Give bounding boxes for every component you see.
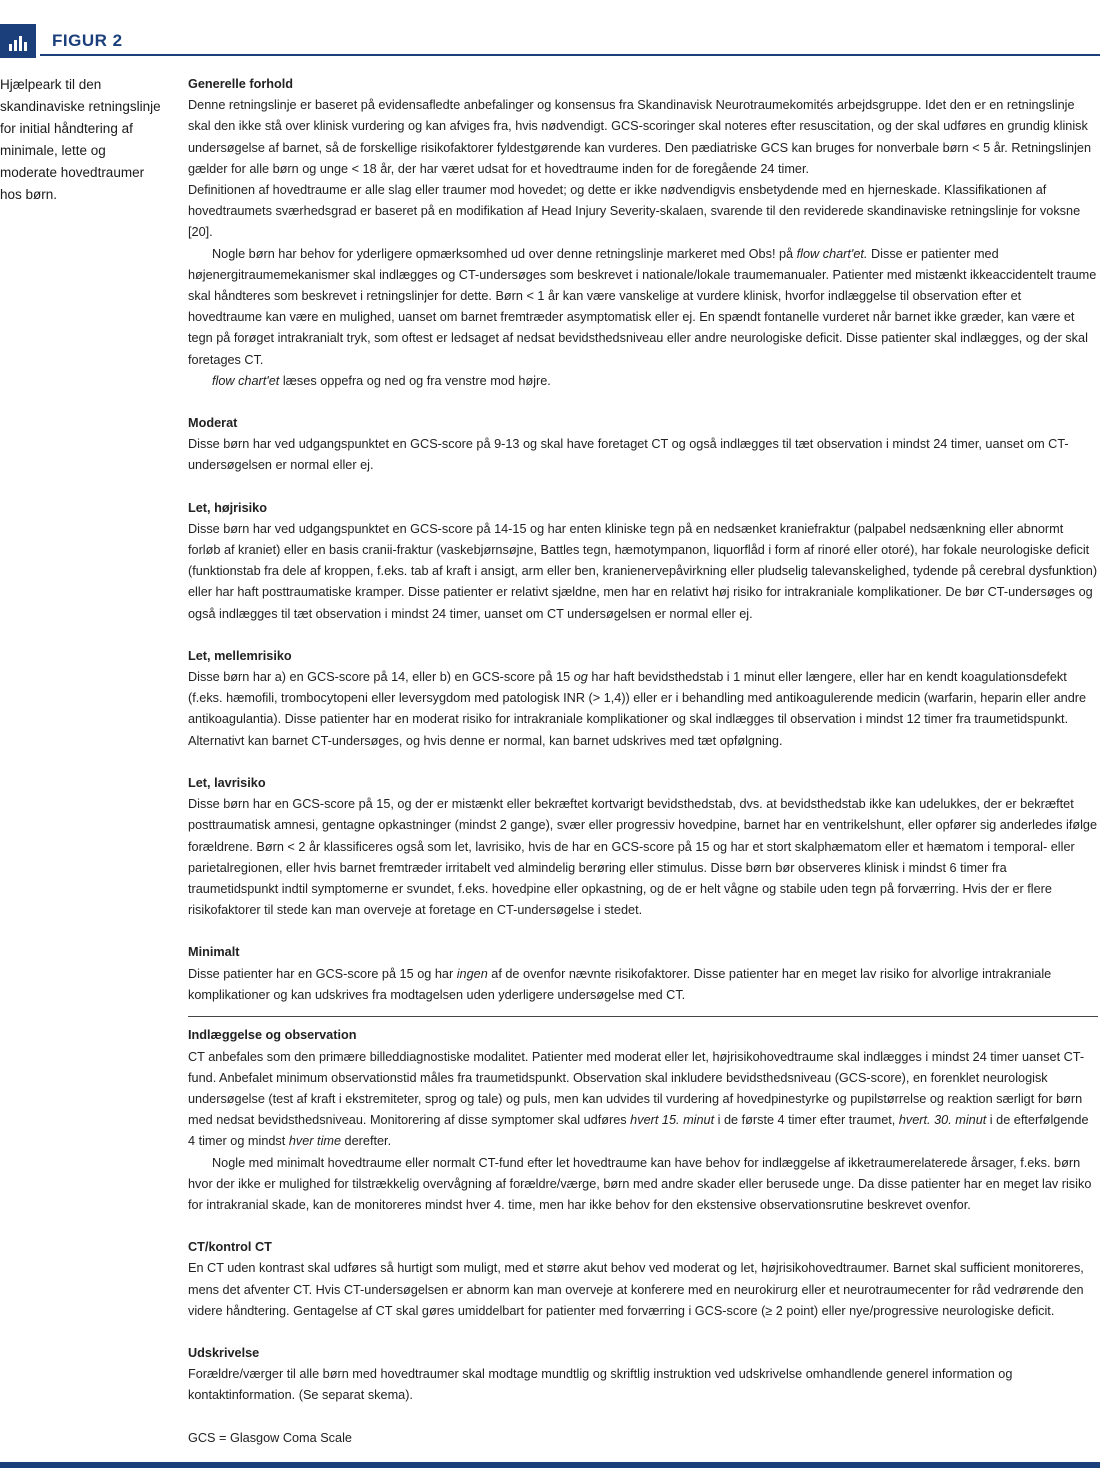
paragraph bbox=[188, 1047, 1098, 1153]
paragraph: Nogle med minimalt hovedtraume eller normalt CT-fund efter let hovedtraume kan have behov for indlæggelse af ikketraumerelaterede årsager, f.eks. børn hvor der ikke er mulighed for tilstrækkelig overvågning af forældre/værge, børn med andre skader eller berusede unge. Da disse patienter har en meget lav risiko for intrakranial skade, kan de monitoreres mindst hver 4. time, men har ikke behov for den ekstensive observationsrutine beskrevet ovenfor. bbox=[188, 1155, 1092, 1213]
text-run: Disse patienter har en GCS-score på 15 og har bbox=[188, 966, 457, 981]
text-run: CT anbefales som den primære billeddiagnostiske modalitet. Patienter med moderat eller let, højrisikohovedtraume skal indlægges i mindst 24 timer uanset CT-fund. Anbefalet minimum observationstid måles fra traumetidspunkt. Observation skal inkludere bevidsthedsniveau (GCS-score), en forenklet neurologisk undersøgelse (test af kraft i ekstremiteter, sprog og tale) og puls, men kan udvides til vurdering af hovedpinestyrke og pupilstørrelse og reaktion særligt for børn med nedsat bevidsthedsniveau. Monitorering af disse symptomer skal udføres bbox=[188, 1049, 1085, 1128]
emphasis: hvert. 30. minut bbox=[898, 1113, 987, 1128]
section-general bbox=[188, 74, 1098, 392]
paragraph: Disse børn har en GCS-score på 15, og der er mistænkt eller bekræftet kortvarigt bevidsthedstab, dvs. at bevidsthedstab ikke kan udelukkes, der er bekræftet posttraumatisk amnesi, gentagne opkastninger (mindst 2 gange), svær eller progressiv hovedpine, barnet har en ventrikelshunt, eller opfører sig anderledes ifølge forældrene. Børn < 2 år klassificeres også som let, lavrisiko, hvis de har en GCS-score på 15 og har et stort skalphæmatom eller et hæmatom i temporal- eller parietalregionen, eller hvis barnet fremtræder irritabelt ved almindelig berøring eller stimulus. Disse børn bør observeres klinisk i mindst 6 timer fra traumetidspunkt indtil symptomerne er svundet, f.eks. hovedpine eller opkastning, og de er helt vågne og stabile uden tegn på forværring. Hvis der er flere risikofaktorer til stede kan man overveje at foretage en CT-undersøgelse i stedet. bbox=[188, 797, 1098, 918]
bottom-rule bbox=[0, 1462, 1100, 1468]
header-rule bbox=[40, 54, 1100, 56]
section-title: Udskrivelse bbox=[188, 1346, 260, 1361]
paragraph: Definitionen af hovedtraume er alle slag eller traumer mod hovedet; og dette er ikke nødvendigvis ensbetydende med en hjerneskade. Klassifikationen af hovedtraumets sværhedsgrad er baseret på en modifikation af Head Injury Severity-skalaen, svarende til den reviderede skandinaviske retningslinje for voksne [20]. bbox=[188, 183, 1081, 240]
section-title: Let, mellemrisiko bbox=[188, 648, 292, 663]
figure-header bbox=[0, 24, 1100, 58]
paragraph bbox=[188, 964, 1098, 1006]
paragraph: Disse børn har ved udgangspunktet en GCS-score på 14-15 og har enten kliniske tegn på en nedsænket kraniefraktur (palpabel nedsænkning eller abnormt forløb af kraniet) eller en basis cranii-fraktur (vaskebjørnsøjne, Battles tegn, hæmotympanon, liquorflåd i form af rinoré eller otoré), har fokale neurologiske deficit (funktionstab fra dele af kroppen, f.eks. tab af kraft i ansigt, arm eller ben, kranienervepåvirkning eller pludselig talevanskelighed, tydende på cerebral dysfunktion) eller har haft posttraumatiske kramper. Disse patienter er relativt sjældne, men har en relativt høj risiko for intrakraniale komplikationer. De bør CT-undersøges og også indlægges til tæt observation i mindst 24 timer, uanset om CT undersøgelsen er normal eller ej. bbox=[188, 521, 1098, 621]
section-admission bbox=[188, 1025, 1098, 1216]
section-title: Minimalt bbox=[188, 945, 240, 960]
paragraph: Disse børn har ved udgangspunktet en GCS-score på 9-13 og skal have foretaget CT og også indlægges til tæt observation i mindst 24 timer, uanset om CT-undersøgelsen er normal eller ej. bbox=[188, 437, 1069, 473]
text-run: i de første 4 timer efter traumet, bbox=[714, 1113, 899, 1128]
figure-label: FIGUR 2 bbox=[52, 31, 123, 50]
section-divider bbox=[188, 1016, 1098, 1018]
figure-caption: Hjælpeark til den skandinaviske retningslinje for initial håndtering af minimale, lette og moderate hovedtraumer hos børn. bbox=[0, 77, 161, 202]
section-mild-low-risk bbox=[188, 773, 1098, 921]
section-title: Indlæggelse og observation bbox=[188, 1028, 357, 1043]
paragraph bbox=[188, 244, 1098, 371]
emphasis: ingen bbox=[456, 966, 488, 981]
footnote: GCS = Glasgow Coma Scale bbox=[188, 1430, 352, 1445]
paragraph bbox=[188, 371, 1098, 392]
section-mild-medium-risk bbox=[188, 646, 1098, 752]
text-run: Disse er patienter med højenergitraumemekanismer skal indlægges og CT-undersøges som beskrevet i nationale/lokale traumemanualer. Patienter med mistænkt ikkeaccidentelt traume skal håndteres som beskrevet i retningslinjer for dette. Børn < 1 år kan være vanskelige at vurdere klinisk, hvorfor indlæggelse til observation efter et hovedtraume kan være en mulighed, uanset om barnet fremtræder asymptomatisk eller ej. En spændt fontanelle vurderet når barnet ikke græder, kan være et tegn på forøget intrakranialt tryk, som oftest er ledsaget af nedsat bevidsthedsniveau eller andre neurologiske deficit. Disse patienter skal indlægges, og der skal foretages CT. bbox=[188, 246, 1097, 367]
section-title: Moderat bbox=[188, 416, 238, 431]
emphasis: og bbox=[573, 670, 588, 685]
section-title: CT/kontrol CT bbox=[188, 1240, 272, 1255]
text-run: Disse børn har a) en GCS-score på 14, eller b) en GCS-score på 15 bbox=[188, 670, 574, 685]
section-moderate bbox=[188, 413, 1098, 477]
emphasis: hver time bbox=[288, 1134, 342, 1149]
section-title: Let, lavrisiko bbox=[188, 775, 266, 790]
paragraph: Forældre/værger til alle børn med hovedtraumer skal modtage mundtlig og skriftlig instruktion ved udskrivelse omhandlende generel information og kontaktinformation. (Se separat skema). bbox=[188, 1367, 1013, 1403]
section-title: Generelle forhold bbox=[188, 77, 294, 91]
text-run: i de efterfølgende 4 timer og mindst bbox=[188, 1113, 1089, 1149]
section-mild-high-risk bbox=[188, 498, 1098, 625]
section-ct bbox=[188, 1237, 1098, 1322]
paragraph: En CT uden kontrast skal udføres så hurtigt som muligt, med et større akut behov ved moderat og let, højrisikohovedtraumer. Barnet skal sufficient monitoreres, mens det afventer CT. Hvis CT-undersøgelsen er abnorm kan man overveje at konferere med en neurokirurg eller et neurotraumecenter for råd vedrørende den videre håndtering. Gentagelse af CT skal gøres umiddelbart for patienter med forværring i GCS-score (≥ 2 point) eller nye/progressive neurologiske deficit. bbox=[188, 1261, 1084, 1318]
text-run: af de ovenfor nævnte risikofaktorer. Disse patienter har en meget lav risiko for alvorlige intrakraniale komplikationer og kan udskrives fra modtagelsen uden yderligere undersøgelse med CT. bbox=[188, 966, 1052, 1002]
section-title: Let, højrisiko bbox=[188, 500, 267, 515]
paragraph bbox=[188, 667, 1098, 752]
emphasis: hvert 15. minut bbox=[630, 1113, 715, 1128]
text-run: har haft bevidsthedstab i 1 minut eller længere, eller har en kendt koagulationsdefekt (f.eks. hæmofili, trombocytopeni eller leversygdom med patologisk INR (> 1,4)) eller er i behandling med antikoagulerende medicin (warfarin, heparin eller andre antikoagulantia). Disse patienter har en moderat risiko for intrakraniale komplikationer og skal indlægges til observation i mindst 12 timer fra traumetidspunkt. Alternativt kan barnet CT-undersøges, og hvis denne er normal, kan barnet udskrives med tæt opfølgning. bbox=[188, 670, 1087, 748]
emphasis: flow chart'et bbox=[212, 373, 280, 388]
paragraph: Denne retningslinje er baseret på evidensafledte anbefalinger og konsensus fra Skandinavisk Neurotraumekomités arbejdsgruppe. Idet den er en retningslinje skal den ikke stå over klinisk vurdering og kan afviges fra, hvis nødvendigt. GCS-scoringer skal noteres efter resuscitation, og der skal udføres en grundig klinisk undersøgelse af barnet, så de forskellige risikofaktorer fyldestgørende kan vurderes. Den pædiatriske GCS kan bruges for nonverbale børn < 5 år. Retningslinjen gælder for alle børn og unge < 18 år, der har været udsat for et hovedtraume inden for de foregående 24 timer. bbox=[188, 98, 1092, 176]
section-discharge bbox=[188, 1343, 1098, 1407]
text-run: derefter. bbox=[341, 1134, 392, 1149]
text-run: Nogle børn har behov for yderligere opmærksomhed ud over denne retningslinje markeret med Obs! på bbox=[212, 246, 797, 261]
text-run: læses oppefra og ned og fra venstre mod højre. bbox=[279, 373, 551, 388]
section-minimal bbox=[188, 942, 1098, 1006]
bar-chart-icon bbox=[0, 24, 36, 58]
emphasis: flow chart'et. bbox=[796, 246, 868, 261]
guideline-body bbox=[188, 74, 1098, 1449]
